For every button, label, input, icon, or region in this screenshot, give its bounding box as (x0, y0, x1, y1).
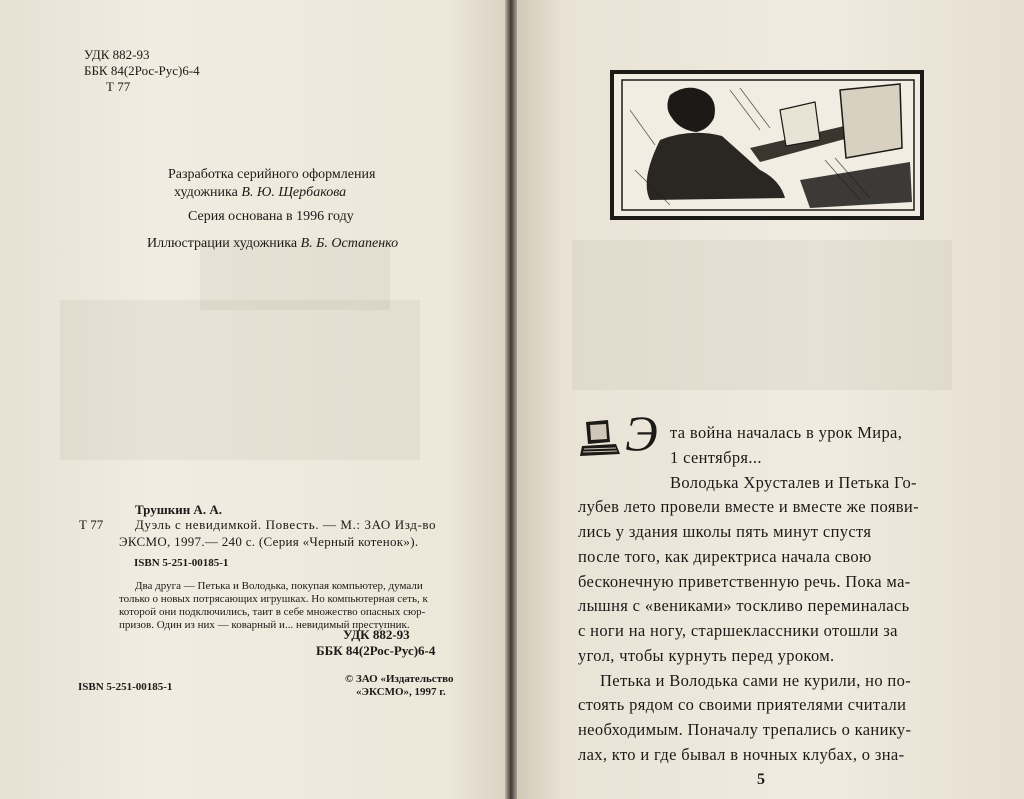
catalog-isbn: ISBN 5-251-00185-1 (134, 557, 229, 569)
annotation-line4: призов. Один из них — коварный и... невидимый преступник. (119, 619, 410, 631)
annotation-line2: только о новых потрясающих игрушках. Но компьютерная сеть, к (119, 593, 428, 605)
body-line: после того, как директриса начала свою (578, 547, 872, 566)
body-line: 1 сентября... (670, 448, 762, 467)
body-line: Петька и Володька сами не курили, но по- (600, 671, 912, 690)
body-line: лубев лето провели вместе и вместе же появи- (578, 497, 919, 516)
designer-name: В. Ю. Щербакова (241, 185, 347, 200)
catalog-code: Т 77 (79, 517, 104, 532)
footer-isbn: ISBN 5-251-00185-1 (78, 681, 173, 693)
body-line: Володька Хрусталев и Петька Го- (670, 473, 917, 492)
design-credit-line1: Разработка серийного оформления (168, 167, 376, 182)
catalog-description-line2: ЭКСМО, 1997.— 240 с. (Серия «Черный котенок»). (119, 534, 419, 549)
copyright-line1: © ЗАО «Издательство (345, 673, 454, 685)
annotation-line3: которой они подключились, таит в себе множество опасных сюр- (119, 606, 426, 618)
body-line: стоять рядом со своими приятелями считали (578, 695, 907, 714)
body-line: лышня с «вениками» тоскливо переминалась (578, 596, 910, 615)
body-line: угол, чтобы курнуть перед уроком. (578, 646, 835, 665)
imprint-code: Т 77 (106, 79, 131, 94)
catalog-description-line1: Дуэль с невидимкой. Повесть. — М.: ЗАО Изд-во (135, 517, 437, 532)
illustrator-name: В. Б. Остапенко (300, 236, 399, 251)
catalog-author: Трушкин А. А. (135, 502, 222, 517)
body-line: та война началась в урок Мира, (670, 423, 903, 442)
chapter-illustration (610, 70, 924, 220)
computer-screen (840, 84, 902, 158)
series-founded: Серия основана в 1996 году (188, 209, 354, 224)
body-line: с ноги на ногу, старшеклассники отошли за (578, 621, 898, 640)
illustrations-credit: Иллюстрации художника В. Б. Остапенко (147, 236, 399, 251)
imprint-udk: УДК 882-93 (84, 47, 150, 62)
body-line: бесконечную приветственную речь. Пока ма- (578, 572, 911, 591)
copyright-line2: «ЭКСМО», 1997 г. (356, 686, 446, 698)
drop-cap-letter: Э (625, 405, 658, 461)
imprint-bbk: ББК 84(2Рос-Рус)6-4 (84, 63, 200, 78)
body-line: лись у здания школы пять минут спустя (578, 522, 872, 541)
catalog-bbk: ББК 84(2Рос-Рус)6-4 (316, 643, 436, 658)
book-gutter (505, 0, 517, 799)
design-credit-line2: художника В. Ю. Щербакова (174, 185, 347, 200)
paper-sheet (780, 102, 820, 146)
catalog-udk: УДК 882-93 (343, 627, 410, 642)
body-line: лах, кто и где бывал в ночных клубах, о зна- (578, 745, 905, 764)
annotation-line1: Два друга — Петька и Володька, покупая компьютер, думали (135, 580, 423, 592)
body-line: необходимым. Поначалу трепались о канику- (578, 720, 912, 739)
page-number: 5 (757, 771, 766, 788)
